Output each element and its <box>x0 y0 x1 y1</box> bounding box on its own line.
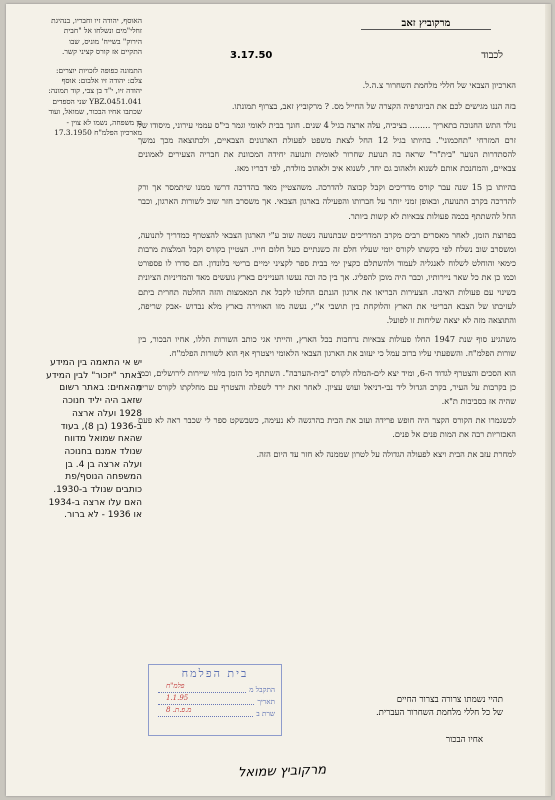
handwritten-signature: מרקוביץ שמואל <box>237 762 327 781</box>
salutation: לכבוד <box>481 50 503 61</box>
closing-line: תהיי נשמתו צרורה בצרור החיים <box>396 695 503 705</box>
sidebar-discrepancy-note: יש אי התאמה בין המידע באתר "יזכור" לבין המידע מהאחים: באתר רשום שזאב היה יליד חנוכה 1928 ועלה ארצה ב-1936 (בן 8), בעוד שהאח שמואל מדווח שנולד אמנם בחנוכה ועלה ארצה בן 4. בן המשפחה הנוסף/פת כותבים שנולד ב-1930. האם עלו ארצה ב-1934 או 1936 - לא ברור. <box>46 358 142 521</box>
soldier-name-header: מרקוביץ זאב <box>361 18 491 30</box>
stamp-title: בית הפלמח <box>181 667 249 680</box>
body-paragraph: הוא הסכים והצטרף לגדוד ה-6, ומיד יצא לים-המלח לקורס "בית-הערבה". השתתף כל הזמן בלווי שיירות לירושלים, וכמו כן בקרבות על העיר, בקרב הגדול ליד נבי-דניאל ועוש עציון. לאחר זאת ירד לשפלה והצטרף עם מחלקתו לקורס שריון שהיה אז בסביבות ת"א. <box>138 367 516 407</box>
body-paragraph: בזה הננו מגישים לכם את הביוגרפיה הקצרה של החייל מס. ? מרקוביץ זאב, בצרוף תמונתו. <box>231 101 516 112</box>
stamp-row <box>149 708 281 720</box>
body-paragraph: בפרוצת הזמן, לאחר מאסרים רבים מקרב המדריכים שבתנועה נשטה שוב ע"י הארגון הצבאי להצטרף כמדריך לתנועה, ומשסרב שוב נשלח לפי בקשתו לקורס יומי שעליו חלם זה כשנתיים כעל חלום חייו. הצטיין בקורס וקבל המלצות מרבות כימאי והוחלט לשלוח לאנגליה לעמוד ולהשתלם כקצין ימי בבית ספר לקציני ימיים בריטי בלונדון. הם סדרו לו פספורט וכמו כן את כל שאר ניירותיו, וכבר היה מוכן להפליג. אך בין כה וכה נעשו העניינים בארץ גועשים מאד והמדיניות הציונית בשינוי עם פעולות האיבה. הצעירות הבריאו את ארגון הגנתם החלטו לקבל את המאמצות והזה החלטה תחרית ביתם לעזיבתו של הצבא הבריטי את הארץ והלוקחת בין תושבי א"י, נעשה מזו האווירה בארץ מלא נבדוש -אבק שריפה, והתוצאה מזה לא יצאה שליחות זו לפועל. <box>138 229 516 326</box>
closing-line: של כל חללי מלחמת השחרור העברית. <box>375 708 503 718</box>
sidebar-annotations <box>46 16 142 146</box>
stamp-label: תאריך <box>257 697 275 706</box>
stamp-value: פלמ"ח <box>166 682 185 690</box>
body-paragraph: בהיותו בן 15 שנה עבר קורס מדריכים וקבל קבוצה להדרכה. משהצטיין מאד בהדרכה דרשו ממנו שיתמסר אך ורק להדרכה בקרב התנועה, ובאופן זמני יותר על חברותו והפעילה בארגון הצבאי. אך משסרב חזר שוב לשורות הארגון, וכבר החל להשתתף בכמה פעולות צבאיות לא קשות ביותר. <box>138 182 516 221</box>
stamp-label: שרת ב <box>256 709 275 718</box>
biography-body <box>138 78 516 466</box>
body-paragraph: משהגיע סוף שנת 1947 החלו פעולות צבאיות נרחבות בכל הארץ, והייתי אגי כותב השורות הללו, אחיו הבכור, בין שורות הפלמ"ח. והשפעתי עליו ברוב עמל כי יעזוב את הארגון הצבאי הלאומי ויצטרף אף הוא לשורות הפלמ"ח. <box>138 334 516 359</box>
palmach-archive-stamp <box>148 664 282 736</box>
document-date: 3.17.50 <box>230 50 273 61</box>
stamp-value: 1.1.95 <box>166 694 189 702</box>
closing-signoff: אחיו הבכור <box>445 735 483 745</box>
recipient-line: הארכיון הצבאי של חללי מלחמת השחרור צ.ה.ל. <box>362 80 516 90</box>
paper-edge <box>545 4 551 796</box>
sidebar-caption: האוסף, יהודה זיו וחבריו, בנהיגת זחלי"מים ונשלחו אל "חבית הירוק" בשייח' מוניס, שבו התקיים אז קורס קציני קשר. <box>51 16 142 57</box>
document-page <box>6 4 551 796</box>
closing-block <box>273 694 503 747</box>
body-paragraph: למחרת עזב את הבית ויצא לפעולה הגדולה על לטרון שממנה לא חזר עד היום הזה. <box>256 448 516 459</box>
body-paragraph: לכשגמרו את הקורס הקצר היה חופש פרידה ועזב את הבית בהרגשה לא נעימה, כשבשקט ספר לי שכבר ראה לא פעם האכזריות רבה את המות פנים אל פנים. <box>138 415 516 440</box>
stamp-value: מ.פ.ת. 8 <box>166 706 192 714</box>
body-paragraph: נולד התש החנוכה בתאריך ........ בציכיה, עלה ארצה בגיל 4 שנים. חונך בבית לאומי וגמר בי"ס עממי עירוני, מיסודו של זרם המזרחי "תחכמוני". בהיותו בגיל 12 החל לצאת משפט לפעולת הארגונים הצבאיים, ולכתוצאה מכך נמשך להסתדרות הנוער "בית"ר" שראה בה תנועת שחרור לאומית ותנועה יחידה המכוונת את חבריה הצעירים לאמונים צבאיים, והמחנכת אותם לשנוא ולאהוב גם יחד, לשנוא איב ולאהוב מולדת, לפי דבריו מאז. <box>138 120 517 174</box>
sidebar-credit: התמונה כפופה לזכויות יוצרים: צלם: יהודה זיו אלבום: אוסף יהודה זיו, י"ד בן צבי, קוד תמונה: YBZ.0451.041 שני הספדים שכתבו אחיו הבכור, שמואל, ועוד בן משפחה, נשמו לא צוין - מארכיון הפלמ"ח 17.3.1950 <box>48 65 142 138</box>
stamp-label: התקבל מ <box>249 685 275 694</box>
